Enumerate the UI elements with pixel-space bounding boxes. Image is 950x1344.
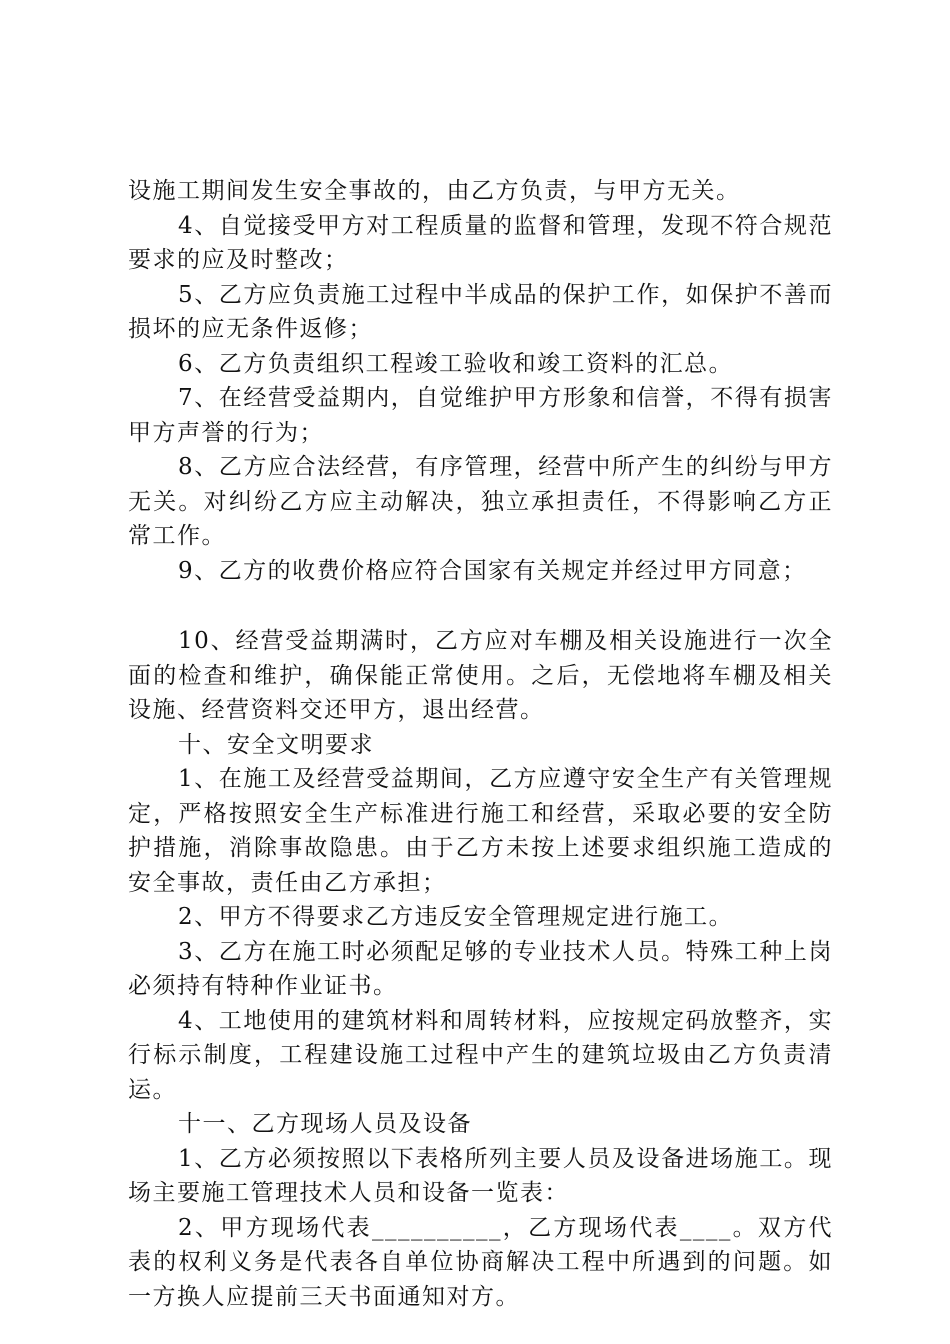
paragraph-continuation: 设施工期间发生安全事故的，由乙方负责，与甲方无关。 [128, 178, 741, 204]
paragraph-safety-2: 2、甲方不得要求乙方违反安全管理规定进行施工。 [178, 904, 734, 930]
paragraph-safety-4: 4、工地使用的建筑材料和周转材料，应按规定码放整齐，实行标示制度，工程建设施工过程中产生的建筑垃圾由乙方负责清运。 [128, 1007, 833, 1103]
paragraph-item-4-quality: 4、自觉接受甲方对工程质量的监督和管理，发现不符合规范要求的应及时整改； [128, 212, 833, 273]
paragraph-personnel-2: 2、甲方现场代表__________，乙方现场代表____。双方代表的权利义务是代表各自单位协商解决工程中所遇到的问题。如一方换人应提前三天书面通知对方。 [128, 1214, 833, 1310]
section-heading-safety: 十、安全文明要求 [178, 731, 374, 758]
paragraph-item-9-pricing: 9、乙方的收费价格应符合国家有关规定并经过甲方同意； [178, 557, 807, 584]
paragraph-item-8-operation: 8、乙方应合法经营，有序管理，经营中所产生的纠纷与甲方无关。对纠纷乙方应主动解决，独立承担责任，不得影响乙方正常工作。 [128, 454, 833, 549]
paragraph-personnel-1: 1、乙方必须按照以下表格所列主要人员及设备进场施工。现场主要施工管理技术人员和设备一览表： [128, 1145, 833, 1206]
section-heading-personnel: 十一、乙方现场人员及设备 [178, 1111, 472, 1137]
paragraph-safety-1: 1、在施工及经营受益期间，乙方应遵守安全生产有关管理规定，严格按照安全生产标准进行施工和经营，采取必要的安全防护措施，消除事故隐患。由于乙方未按上述要求组织施工造成的安全事故，责任由乙方承担； [128, 766, 833, 896]
paragraph-item-7-reputation: 7、在经营受益期内，自觉维护甲方形象和信誉，不得有损害甲方声誉的行为； [128, 385, 833, 446]
paragraph-safety-3: 3、乙方在施工时必须配足够的专业技术人员。特殊工种上岗必须持有特种作业证书。 [128, 938, 833, 999]
paragraph-item-5-protection: 5、乙方应负责施工过程中半成品的保护工作，如保护不善而损坏的应无条件返修； [128, 281, 833, 342]
paragraph-item-6-acceptance: 6、乙方负责组织工程竣工验收和竣工资料的汇总。 [178, 350, 734, 377]
paragraph-item-10-handover: 10、经营受益期满时，乙方应对车棚及相关设施进行一次全面的检查和维护，确保能正常使用。之后，无偿地将车棚及相关设施、经营资料交还甲方，退出经营。 [128, 628, 833, 723]
document-body [128, 174, 833, 1314]
